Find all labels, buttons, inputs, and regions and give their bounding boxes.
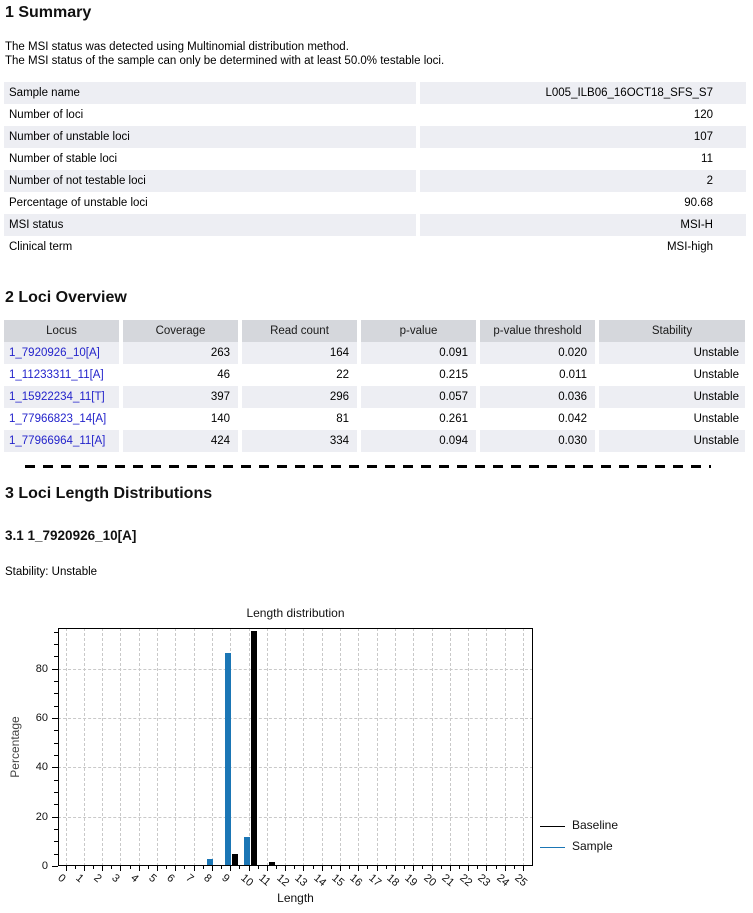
x-tick-label: 22 [457,872,475,890]
x-gridline [139,628,140,866]
p-value-threshold-cell: 0.036 [480,386,595,408]
x-major-tick [505,866,506,871]
x-gridline [285,628,286,866]
x-major-tick [175,866,176,871]
summary-row [4,192,746,214]
x-major-tick [230,866,231,871]
x-minor-tick [111,866,112,869]
table-row [4,386,745,408]
read-count-cell: 22 [336,369,349,381]
p-value-cell: 0.094 [361,430,476,452]
subsection-heading: 3.1 1_7920926_10[A] [5,528,137,543]
stability-cell: Unstable [599,430,745,452]
x-minor-tick [93,866,94,869]
x-gridline [505,628,506,866]
section2-heading: 2 Loci Overview [5,289,127,306]
x-tick-label: 19 [402,872,420,890]
x-minor-tick [203,866,204,869]
legend-label-baseline: Baseline [572,818,619,832]
y-gridline [58,767,533,768]
coverage-cell: 263 [123,342,238,364]
bar-baseline-10 [251,631,257,865]
x-minor-tick [148,866,149,869]
x-major-tick [395,866,396,871]
y-major-tick [52,669,58,670]
x-major-tick [340,866,341,871]
x-minor-tick [294,866,295,869]
y-minor-tick [54,706,58,707]
coverage-cell: 140 [210,413,230,425]
x-major-tick [523,866,524,871]
summary-value: 90.68 [684,197,713,209]
x-major-tick [212,866,213,871]
summary-value: 120 [693,109,713,121]
x-gridline [212,628,213,866]
x-tick-label: 24 [493,872,512,890]
x-major-tick [157,866,158,871]
read-count-cell: 334 [242,430,357,452]
locus-cell [4,408,119,430]
y-minor-tick [54,693,58,694]
stability-cell: Unstable [693,369,739,381]
summary-label: MSI status [4,214,416,236]
x-major-tick [303,866,304,871]
x-major-tick [66,866,67,871]
p-value-cell: 0.091 [361,342,476,364]
x-minor-tick [514,866,515,869]
summary-value: L005_ILB06_16OCT18_SFS_S7 [420,82,746,104]
x-minor-tick [166,866,167,869]
x-gridline [157,628,158,866]
x-minor-tick [386,866,387,869]
x-gridline [66,628,67,866]
locus-cell [4,342,119,364]
x-minor-tick [331,866,332,869]
loci-header-row [4,320,745,342]
x-major-tick [413,866,414,871]
y-major-tick [52,767,58,768]
y-minor-tick [54,804,58,805]
bar-sample-9 [225,653,231,865]
y-minor-tick [54,730,58,731]
intro-line-1: The MSI status was detected using Multinomial distribution method. [5,41,349,53]
loci-header-cell: p-value threshold [480,320,595,342]
y-major-tick [52,817,58,818]
x-major-tick [322,866,323,871]
x-minor-tick [459,866,460,869]
x-tick-label: 15 [329,872,347,890]
x-gridline [322,628,323,866]
summary-value: MSI-high [666,241,713,253]
x-gridline [267,628,268,866]
x-minor-tick [367,866,368,869]
y-tick-label: 20 [35,810,48,823]
x-tick-label: 1 [73,872,86,886]
x-minor-tick [276,866,277,869]
x-minor-tick [477,866,478,869]
x-major-tick [285,866,286,871]
x-tick-label: 16 [347,872,365,890]
summary-value: 107 [420,126,746,148]
x-gridline [432,628,433,866]
x-major-tick [358,866,359,871]
locus-link[interactable]: 1_7920926_10[A] [9,347,100,359]
summary-row [4,82,746,104]
y-minor-tick [54,632,58,633]
p-value-threshold-cell: 0.020 [480,342,595,364]
stability-cell: Unstable [693,413,739,425]
x-gridline [303,628,304,866]
x-gridline [194,628,195,866]
summary-label: Clinical term [9,241,73,253]
x-minor-tick [496,866,497,869]
x-gridline [120,628,121,866]
table-row [4,430,745,452]
x-gridline [468,628,469,866]
section3-heading: 3 Loci Length Distributions [5,485,213,502]
x-gridline [249,628,250,866]
x-major-tick [84,866,85,871]
p-value-cell: 0.261 [439,413,468,425]
read-count-cell: 81 [336,413,349,425]
y-gridline [58,718,533,719]
x-tick-label: 17 [365,872,383,890]
x-minor-tick [184,866,185,869]
p-value-cell: 0.057 [361,386,476,408]
p-value-threshold-cell: 0.030 [480,430,595,452]
x-gridline [84,628,85,866]
y-minor-tick [54,656,58,657]
y-major-tick [52,718,58,719]
x-tick-label: 0 [54,872,68,886]
x-minor-tick [404,866,405,869]
stability-cell: Unstable [599,342,745,364]
x-gridline [413,628,414,866]
y-tick-label: 60 [35,712,48,725]
table-row [4,342,745,364]
x-major-tick [468,866,469,871]
y-minor-tick [54,829,58,830]
x-major-tick [102,866,103,871]
bar-baseline-9 [232,854,238,865]
summary-label: Sample name [4,82,416,104]
legend-line-sample [540,847,565,848]
x-tick-label: 5 [146,872,159,886]
read-count-cell: 296 [242,386,357,408]
x-major-tick [450,866,451,871]
x-tick-label: 20 [420,872,438,890]
summary-label: Number of not testable loci [4,170,416,192]
table-row [4,408,745,430]
x-tick-label: 4 [127,872,141,886]
x-minor-tick [221,866,222,869]
loci-header-cell: Coverage [123,320,238,342]
x-axis-title: Length [277,891,314,905]
coverage-cell: 397 [123,386,238,408]
x-major-tick [267,866,268,871]
stability-cell: Unstable [599,386,745,408]
x-major-tick [249,866,250,871]
loci-header-cell: Stability [599,320,745,342]
x-minor-tick [258,866,259,869]
loci-header-cell: Read count [242,320,357,342]
table-row [4,364,745,386]
x-gridline [340,628,341,866]
x-minor-tick [313,866,314,869]
loci-header-cell: Locus [4,320,119,342]
y-minor-tick [54,681,58,682]
y-tick-label: 40 [35,761,48,774]
x-gridline [450,628,451,866]
summary-row [4,170,746,192]
summary-label: Number of stable loci [9,153,118,165]
x-tick-label: 11 [256,872,273,889]
intro-paragraph [5,40,444,68]
locus-link[interactable]: 1_11233311_11[A] [9,369,104,381]
y-major-tick [52,866,58,867]
summary-row [4,236,746,258]
stability-line: Stability: Unstable [5,566,98,578]
x-gridline [377,628,378,866]
x-tick-label: 8 [201,872,214,886]
x-minor-tick [422,866,423,869]
x-tick-label: 23 [475,872,493,890]
x-minor-tick [441,866,442,869]
legend-line-baseline [540,826,565,827]
x-major-tick [120,866,121,871]
x-minor-tick [239,866,240,869]
p-value-threshold-cell: 0.042 [558,413,587,425]
summary-label: Percentage of unstable loci [9,197,148,209]
dashed-divider [25,465,711,468]
y-minor-tick [54,854,58,855]
loci-header-cell: p-value [361,320,476,342]
legend-label-sample: Sample [572,839,613,853]
x-tick-label: 13 [292,872,310,890]
y-minor-tick [54,792,58,793]
x-tick-label: 6 [164,872,177,886]
x-gridline [523,628,524,866]
y-minor-tick [54,780,58,781]
intro-line-2: The MSI status of the sample can only be determined with at least 50.0% testable loci. [5,55,445,67]
x-minor-tick [75,866,76,869]
x-tick-label: 7 [182,872,196,886]
y-gridline [58,817,533,818]
x-tick-label: 21 [439,872,457,890]
summary-row [4,104,746,126]
y-minor-tick [54,755,58,756]
x-gridline [175,628,176,866]
x-gridline [102,628,103,866]
x-gridline [395,628,396,866]
y-tick-label: 80 [35,662,48,675]
y-axis-title: Percentage [8,716,22,778]
section1-heading: 1 Summary [5,4,92,21]
summary-label: Number of loci [9,109,84,121]
x-tick-label: 9 [219,872,232,886]
x-gridline [486,628,487,866]
locus-cell [4,386,119,408]
x-tick-label: 10 [237,872,255,890]
summary-label: Number of unstable loci [4,126,416,148]
read-count-cell: 164 [242,342,357,364]
bar-sample-8 [207,859,213,865]
x-tick-label: 18 [384,872,402,890]
y-gridline [58,669,533,670]
coverage-cell: 424 [123,430,238,452]
y-minor-tick [54,743,58,744]
coverage-cell: 46 [217,369,230,381]
plot-area [58,628,533,866]
summary-row [4,148,746,170]
x-tick-label: 2 [91,872,104,886]
x-tick-label: 3 [109,872,123,886]
y-minor-tick [54,841,58,842]
summary-row [4,126,746,148]
x-major-tick [432,866,433,871]
x-major-tick [194,866,195,871]
p-value-cell: 0.215 [439,369,468,381]
summary-value: 11 [701,153,713,165]
locus-link[interactable]: 1_77966823_14[A] [9,413,107,425]
summary-row [4,214,746,236]
locus-link[interactable]: 1_15922234_11[T] [9,391,105,403]
summary-table [4,82,746,258]
y-tick-label: 0 [41,860,48,872]
x-gridline [358,628,359,866]
p-value-threshold-cell: 0.011 [559,369,587,381]
summary-value: 2 [420,170,746,192]
x-minor-tick [349,866,350,869]
bar-baseline-11 [269,862,275,865]
locus-cell [4,364,119,386]
x-tick-label: 25 [512,872,530,890]
x-tick-label: 12 [274,872,292,890]
bar-sample-10 [244,837,250,865]
x-minor-tick [130,866,131,869]
length-distribution-chart [0,600,753,913]
y-minor-tick [54,644,58,645]
x-major-tick [486,866,487,871]
loci-overview-table [4,320,745,452]
x-major-tick [377,866,378,871]
locus-link[interactable]: 1_77966964_11[A] [9,435,106,447]
x-tick-label: 14 [310,872,329,890]
summary-value: MSI-H [420,214,746,236]
locus-cell [4,430,119,452]
x-major-tick [139,866,140,871]
chart-title: Length distribution [246,606,345,620]
